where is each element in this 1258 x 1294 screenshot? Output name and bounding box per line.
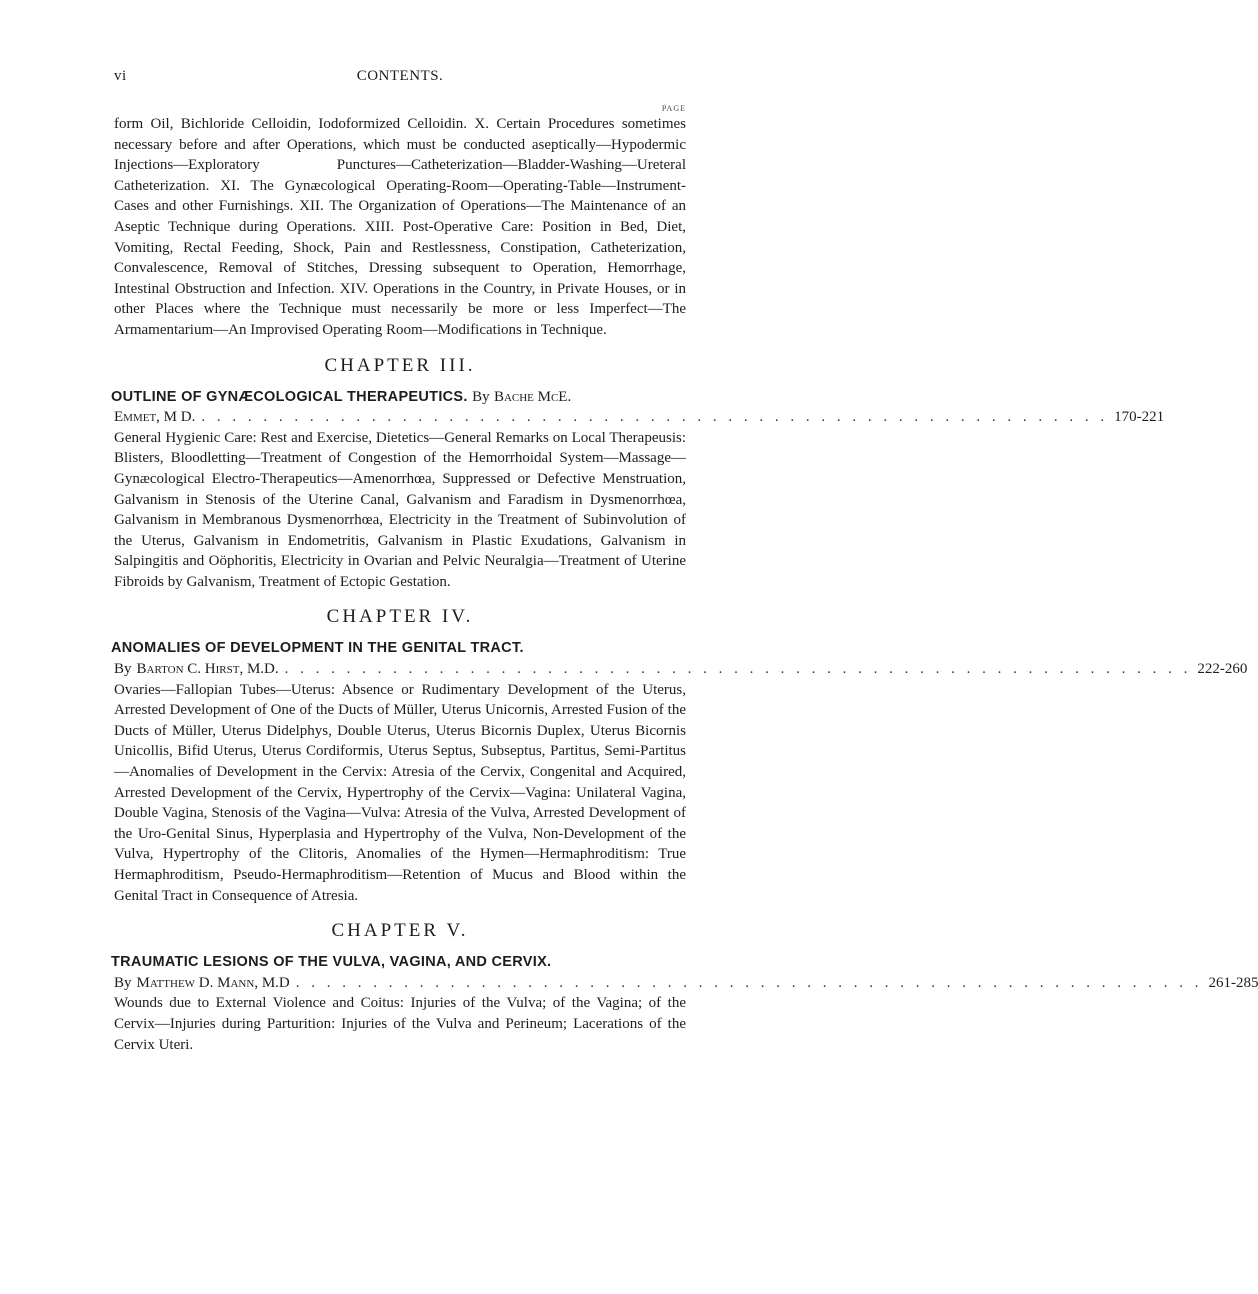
dot-leader: . . . . . . . . . . . . . . . . . . . . . . . . . . . . . . . . . . . . . . . . . . . . . . . . . . . . . . . . . . .	[201, 409, 1109, 426]
dot-leader: . . . . . . . . . . . . . . . . . . . . . . . . . . . . . . . . . . . . . . . . . . . . . . . . . . . . . . . . . . .	[295, 974, 1203, 991]
author-page-line	[114, 973, 1258, 994]
author-name: Matthew D. Mann, M.D	[136, 974, 290, 991]
chapter-entry-5	[111, 920, 1258, 1055]
chapter-summary: Ovaries—Fallopian Tubes—Uterus: Absence or Rudimentary Development of the Uterus, Arrested Development of One of the Ducts of Müller, Uterus Unicornis, Arrested Fusion of the Ducts of Müller, Uterus Didelphys, Double Uterus, Uterus Bicornis Duplex, Uterus Bicornis Unicollis, Bifid Uterus, Uterus Cordiformis, Uterus Septus, Subseptus, Partitus, Semi-Partitus—Anomalies of Development in the Cervix: Atresia of the Cervix, Congenital and Acquired, Arrested Development of the Cervix, Hypertrophy of the Cervix—Vagina: Unilateral Vagina, Double Vagina, Stenosis of the Vagina—Vulva: Atresia of the Vulva, Arrested Development of the Uro-Genital Sinus, Hyperplasia and Hypertrophy of the Vulva, Non-Development of the Vulva, Hypertrophy of the Clitoris, Anomalies of the Hymen—Hermaphroditism: True Hermaphroditism, Pseudo-Hermaphroditism—Retention of Mucus and Blood within the Genital Tract in Consequence of Atresia.	[114, 681, 686, 904]
page-range: 261-285	[1208, 974, 1258, 991]
running-head-title: CONTENTS.	[356, 68, 444, 84]
page-column-label: PAGE	[661, 104, 686, 113]
chapter-entry-3	[111, 354, 1165, 593]
page-number: vi	[114, 68, 127, 84]
chapter-summary: Wounds due to External Violence and Coitus: Injuries of the Vulva; of the Vagina; of the Cervix—Injuries during Parturition: Injuries of the Vulva and Perineum; Lacerations of the Cervix Uteri.	[114, 995, 686, 1053]
author-name: Barton C. Hirst, M.D.	[136, 661, 279, 678]
by-label: By	[114, 974, 132, 991]
chapter-title	[111, 387, 686, 408]
chapter-heading: CHAPTER V.	[331, 920, 469, 942]
continued-summary: form Oil, Bichloride Celloidin, Iodoformized Celloidin. X. Certain Procedures sometimes necessary before and after Operations, which must be conducted aseptically—Hypodermic Injections—Exploratory Punctures—Catheterization—Bladder-Washing—Ureteral Catheterization. XI. The Gynæcological Operating-Room—Operating-Table—Instrument-Cases and other Furnishings. XII. The Organization of Operations—The Maintenance of an Aseptic Technique during Operations. XIII. Post-Operative Care: Position in Bed, Diet, Vomiting, Rectal Feeding, Shock, Pain and Restlessness, Constipation, Catheterization, Convalescence, Removal of Stitches, Dressing subsequent to Operation, Hemorrhage, Intestinal Obstruction and Infection. XIV. Operations in the Country, in Private Houses, or in other Places where the Technique must necessarily be more or less Imperfect—The Armamentarium—An Improvised Operating Room—Modifications in Technique.	[114, 116, 686, 338]
chapter-entry-4	[111, 606, 1248, 906]
author-name: Emmet, M D.	[114, 409, 196, 426]
running-head	[114, 68, 686, 92]
by-label: By	[472, 388, 490, 405]
page-range: 170-221	[1114, 409, 1165, 426]
chapter-title: TRAUMATIC LESIONS OF THE VULVA, VAGINA, AND CERVIX.	[111, 954, 552, 971]
chapter-summary: General Hygienic Care: Rest and Exercise, Dietetics—General Remarks on Local Therapeusis: Blisters, Bloodletting—Treatment of Congestion of the Hemorrhoidal System—Massage—Gynæcological Electro-Therapeutics—Amenorrhœa, Suppressed or Defective Menstruation, Galvanism in Stenosis of the Uterine Canal, Galvanism and Faradism in Dysmenorrhœa, Galvanism in Membranous Dysmenorrhœa, Electricity in the Treatment of Subinvolution of the Uterus, Galvanism in Endometritis, Galvanism in Plastic Exudations, Galvanism in Salpingitis and Oöphoritis, Electricity in Ovarian and Pelvic Neuralgia—Treatment of Uterine Fibroids by Galvanism, Treatment of Ectopic Gestation.	[114, 429, 686, 590]
chapter-heading: CHAPTER III.	[324, 354, 476, 376]
by-label: By	[114, 661, 132, 678]
chapter-title-text: OUTLINE OF GYNÆCOLOGICAL THERAPEUTICS.	[111, 388, 468, 405]
author-page-line	[114, 407, 1165, 428]
author-page-line	[114, 659, 1248, 680]
chapter-title: ANOMALIES OF DEVELOPMENT IN THE GENITAL TRACT.	[111, 640, 524, 657]
author-name-part: Bache McE.	[493, 388, 572, 405]
chapter-heading: CHAPTER IV.	[326, 606, 474, 628]
dot-leader: . . . . . . . . . . . . . . . . . . . . . . . . . . . . . . . . . . . . . . . . . . . . . . . . . . . . . . . . . . .	[284, 661, 1192, 678]
page-range: 222-260	[1197, 661, 1248, 678]
contents-body	[111, 114, 1258, 1057]
